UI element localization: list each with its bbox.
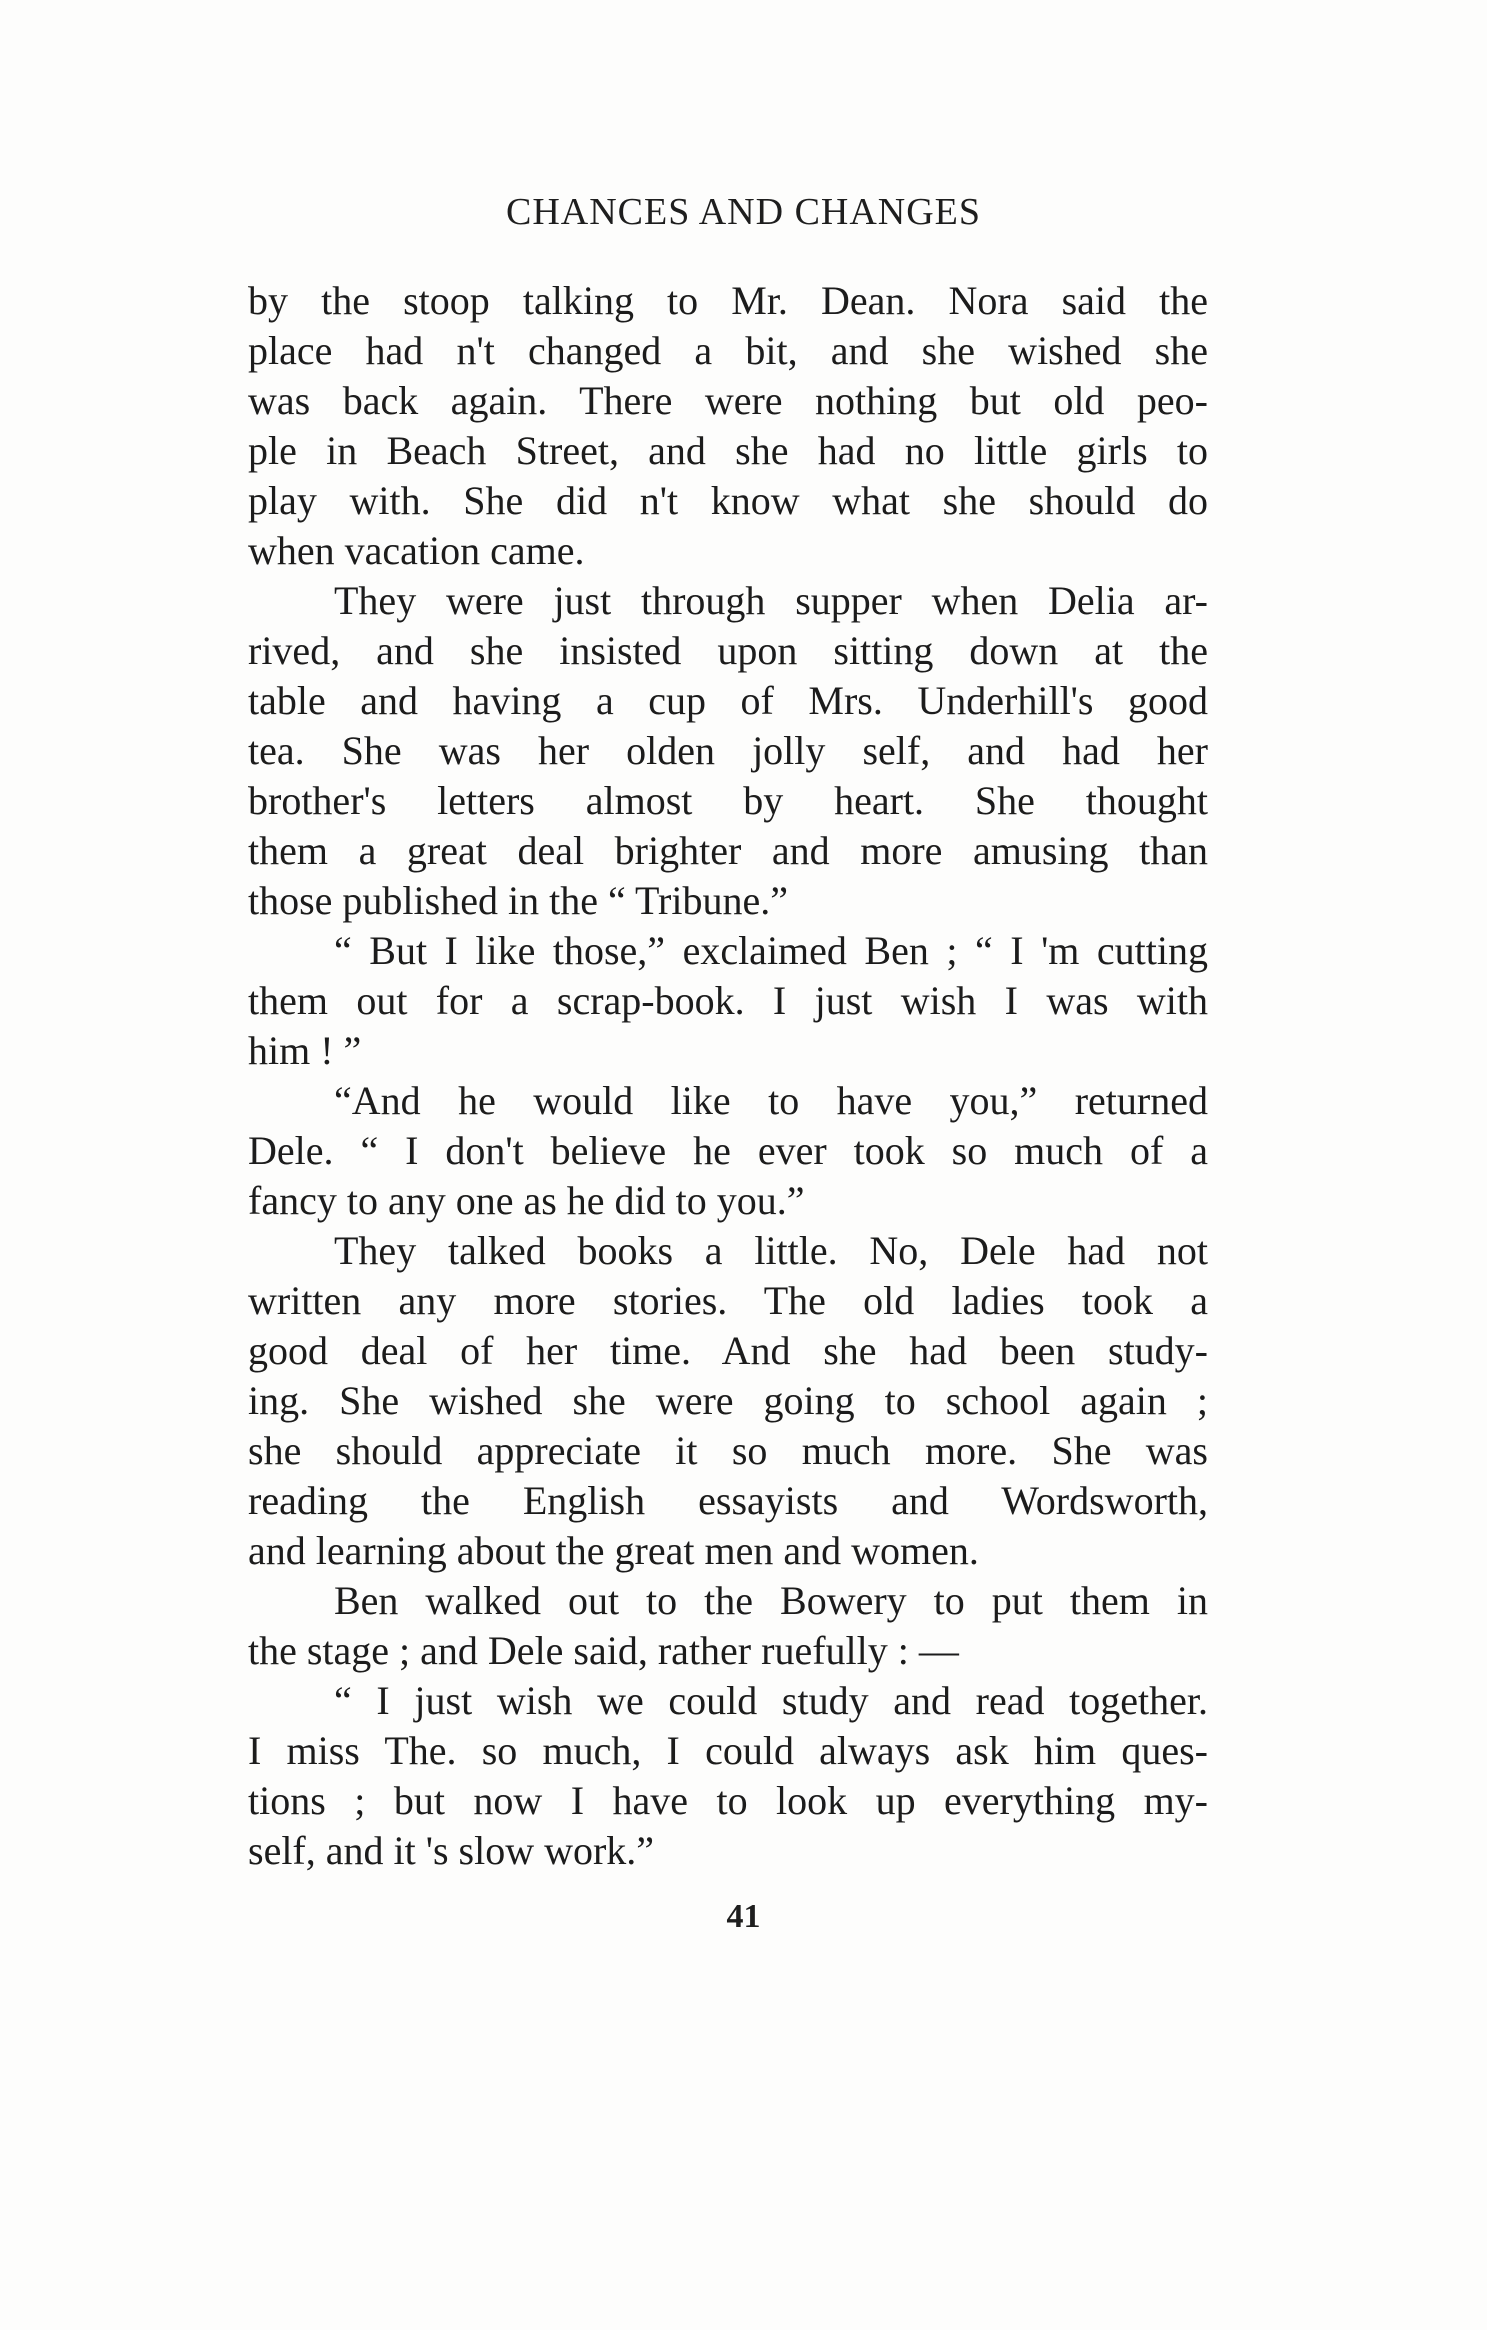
text-line: ple in Beach Street, and she had no little girls to bbox=[248, 428, 1208, 473]
text-line: play with. She did n't know what she should do bbox=[248, 478, 1208, 523]
text-line: “And he would like to have you,” returned bbox=[334, 1078, 1208, 1123]
text-line: rived, and she insisted upon sitting down at the bbox=[248, 628, 1208, 673]
text-line: brother's letters almost by heart. She thought bbox=[248, 778, 1208, 823]
running-head: CHANCES AND CHANGES bbox=[505, 191, 982, 233]
text-line: Dele. “ I don't believe he ever took so much of a bbox=[248, 1128, 1208, 1173]
paragraph-3 bbox=[248, 926, 1208, 1076]
text-line: place had n't changed a bit, and she wished she bbox=[248, 328, 1208, 373]
text-line: tea. She was her olden jolly self, and had her bbox=[248, 728, 1208, 773]
text-line: good deal of her time. And she had been study- bbox=[248, 1328, 1208, 1373]
paragraph-4 bbox=[248, 1076, 1208, 1226]
paragraph-2 bbox=[248, 576, 1208, 926]
text-line: They talked books a little. No, Dele had not bbox=[334, 1228, 1208, 1273]
paragraph-7 bbox=[248, 1676, 1208, 1876]
text-line: written any more stories. The old ladies took a bbox=[248, 1278, 1208, 1323]
page-number: 41 bbox=[726, 1898, 761, 1935]
text-line: him ! ” bbox=[248, 1028, 362, 1073]
text-line: and learning about the great men and women. bbox=[248, 1528, 979, 1573]
text-line: “ But I like those,” exclaimed Ben ; “ I 'm cutting bbox=[334, 928, 1208, 973]
text-line: them a great deal brighter and more amusing than bbox=[248, 828, 1208, 873]
paragraph-1 bbox=[248, 276, 1208, 576]
text-line: table and having a cup of Mrs. Underhill's good bbox=[248, 678, 1208, 723]
body-text bbox=[248, 276, 1208, 1876]
text-line: by the stoop talking to Mr. Dean. Nora said the bbox=[248, 278, 1208, 323]
text-line: Ben walked out to the Bowery to put them in bbox=[334, 1578, 1208, 1623]
text-line: “ I just wish we could study and read together. bbox=[334, 1678, 1208, 1723]
text-line: when vacation came. bbox=[248, 528, 585, 573]
text-line: those published in the “ Tribune.” bbox=[248, 878, 788, 923]
text-line: I miss The. so much, I could always ask him ques- bbox=[248, 1728, 1208, 1773]
text-line: was back again. There were nothing but old peo- bbox=[248, 378, 1208, 423]
text-line: tions ; but now I have to look up everything my- bbox=[248, 1778, 1208, 1823]
text-line: They were just through supper when Delia ar- bbox=[334, 578, 1208, 623]
text-line: fancy to any one as he did to you.” bbox=[248, 1178, 805, 1223]
text-line: reading the English essayists and Wordsworth, bbox=[248, 1478, 1208, 1523]
paragraph-5 bbox=[248, 1226, 1208, 1576]
text-line: self, and it 's slow work.” bbox=[248, 1828, 655, 1873]
text-line: she should appreciate it so much more. She was bbox=[248, 1428, 1208, 1473]
text-line: the stage ; and Dele said, rather ruefully : — bbox=[248, 1628, 959, 1673]
text-line: them out for a scrap-book. I just wish I was with bbox=[248, 978, 1208, 1023]
paragraph-6 bbox=[248, 1576, 1208, 1676]
text-line: ing. She wished she were going to school again ; bbox=[248, 1378, 1208, 1423]
